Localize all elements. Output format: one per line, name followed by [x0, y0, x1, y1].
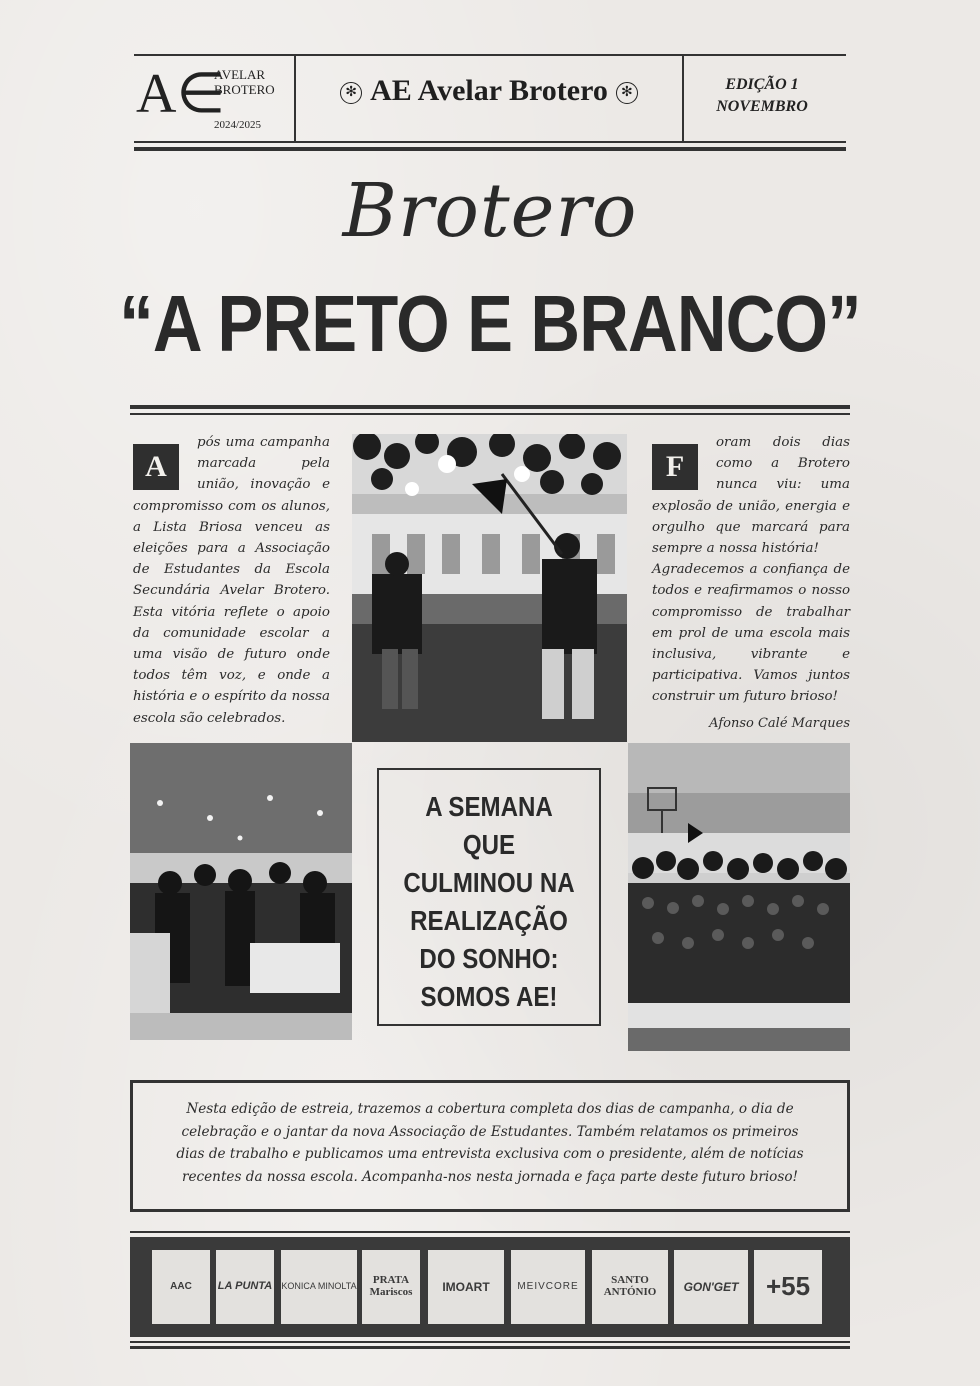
sponsor-logo-imoart [428, 1250, 504, 1324]
headline-script: Brotero [342, 168, 638, 254]
school-name [214, 67, 275, 97]
edition-info [688, 74, 836, 118]
sponsor-rule-top [130, 1231, 850, 1233]
drop-cap-spacer [652, 432, 716, 495]
masthead-bottom-rule-thick [134, 147, 846, 151]
sponsor-label: SANTO ANTÓNIO [603, 1274, 657, 1298]
masthead-divider-left [294, 56, 296, 141]
callout-line: SOMOS AE! [420, 981, 558, 1012]
sponsor-logo-meivcore [511, 1250, 585, 1324]
sponsor-rule-bottom-thin [130, 1341, 850, 1343]
headline-rule-thick [130, 405, 850, 409]
edition-month: NOVEMBRO [716, 98, 808, 115]
sponsor-logo-prata [362, 1250, 420, 1324]
newspaper-title-text: AE Avelar Brotero [370, 74, 608, 107]
feature-callout-text [393, 788, 586, 1016]
sponsor-label: KONICA MINOLTA [281, 1281, 357, 1292]
sponsor-label: LA PUNTA [217, 1280, 273, 1293]
headline-rule-thin [130, 413, 850, 415]
left-article-body: pós uma campanha marcada pela união, inovação e compromisso com os alunos, a Lista Briosa venceu as eleições para a Associação de Estudantes da Escola Secundária Avelar Brotero. Esta vitória reflete o apoio da comunidade escolar a uma visão de futuro onde todos têm voz, e onde a história e o espírito da nossa escola são celebrados. [133, 435, 330, 726]
school-name-line1: AVELAR [214, 67, 266, 82]
drop-cap-right: F [652, 444, 698, 490]
sponsor-logo-aac [152, 1250, 210, 1324]
right-article-body-2: Agradecemos a confiança de todos e reafirmamos o nosso compromisso de trabalhar em prol de uma escola mais inclusiva, vibrante e participativa. Vamos juntos construir um futuro brioso! [652, 562, 850, 705]
callout-line: REALIZAÇÃO [410, 905, 568, 936]
drop-cap-left: A [133, 444, 179, 490]
sponsor-label: +55 [765, 1271, 811, 1302]
callout-line: A SEMANA [425, 791, 553, 822]
right-article-body: oram dois dias como a Brotero nunca viu: uma explosão de união, energia e orgulho que marcará para sempre a nossa história! [652, 435, 850, 557]
right-article-text [652, 432, 850, 708]
left-article-text [133, 432, 330, 729]
edition-summary-text: Nesta edição de estreia, trazemos a cobertura completa dos dias de campanha, o dia de celebração e o jantar da nova Associação de Estudantes. Também relatamos os primeiros dias de trabalho e publicamos uma entrevista exclusiva com o presidente, além de notícias recentes da nossa escola. Acompanha-nos nesta jornada e faça parte deste futuro brioso! [176, 1101, 804, 1185]
photo-dinner [130, 743, 352, 1040]
author-signature: Afonso Calé Marques [709, 716, 850, 731]
masthead-divider-right [682, 56, 684, 141]
masthead-bottom-rule [134, 141, 846, 143]
sponsor-logo-la-punta [216, 1250, 274, 1324]
photo-group-celebration [628, 743, 850, 1051]
sponsor-logo-santo-antonio [592, 1250, 668, 1324]
school-name-line2: BROTERO [214, 82, 275, 97]
sponsor-logo-konica-minolta [281, 1250, 357, 1324]
school-year: 2024/2025 [214, 119, 262, 131]
sponsor-rule-bottom-thick [130, 1346, 850, 1349]
masthead-top-rule [134, 54, 846, 56]
sponsor-label: IMOART [442, 1279, 490, 1294]
callout-line: DO SONHO: [419, 943, 559, 974]
callout-line: CULMINOU NA [403, 867, 575, 898]
photo-campaign-speech [352, 434, 627, 742]
sponsor-label: AAC [170, 1280, 192, 1292]
sponsor-logo-gonget [674, 1250, 748, 1324]
edition-number: EDIÇÃO 1 [725, 76, 799, 93]
newspaper-title [300, 74, 678, 108]
drop-cap-spacer [133, 432, 197, 495]
sponsor-label: GON'GET [683, 1279, 739, 1294]
star-icon: ✻ [616, 82, 638, 104]
sponsor-logo-plus55 [754, 1250, 822, 1324]
sponsor-label: MEIVCORE [517, 1280, 579, 1292]
ae-logo: A∈ [136, 63, 226, 125]
star-icon: ✻ [340, 82, 362, 104]
callout-line: QUE [462, 829, 516, 860]
sponsor-label: PRATA Mariscos [369, 1274, 413, 1298]
headline-main: “A PRETO E BRANCO” [119, 279, 861, 368]
